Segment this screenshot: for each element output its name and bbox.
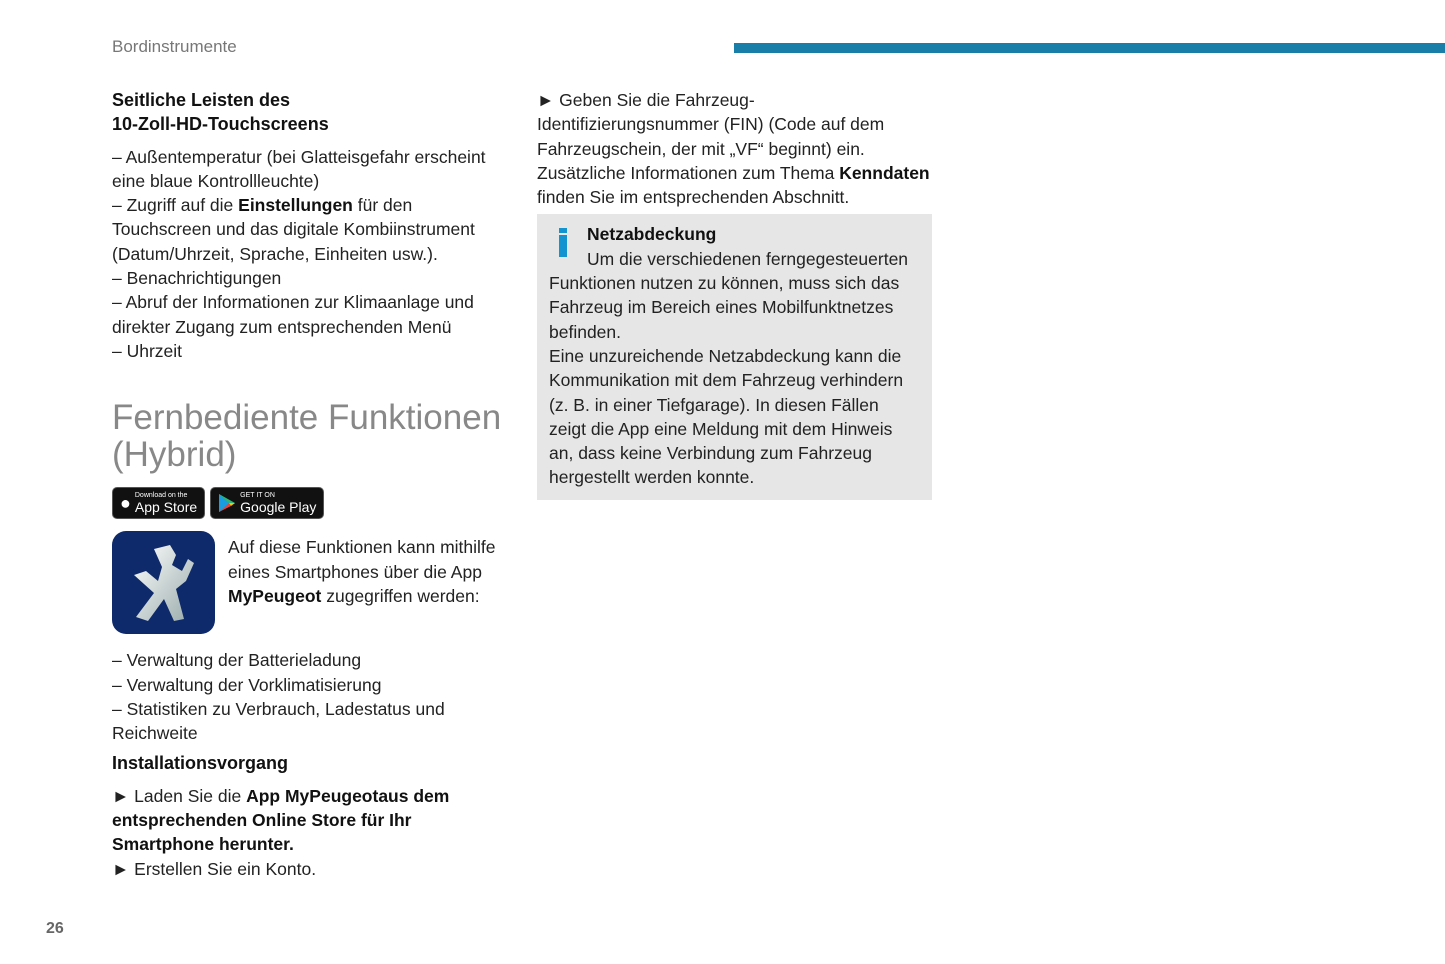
text: finden Sie im entsprechenden Abschnitt. [537, 187, 850, 208]
badge-large-text: Google Play [240, 499, 317, 516]
info-box [537, 214, 932, 499]
title-line: (Hybrid) [112, 435, 237, 475]
text-bold: App MyPeugeotaus dem entsprechenden Online Store für Ihr Smartphone herunter. [112, 785, 450, 855]
install-step [112, 784, 462, 857]
title-line: Fernbediente Funktionen [112, 398, 502, 438]
text: Auf diese Funktionen kann mithilfe eines Smartphones über die App [228, 537, 496, 582]
heading-line: 10-Zoll-HD-Touchscreens [112, 114, 329, 135]
item-text: – Zugriff auf die [112, 195, 239, 216]
text: zugegriffen werden: [321, 585, 480, 606]
side-bar-list [112, 145, 502, 364]
list-item [112, 193, 502, 266]
info-title: Netzabdeckung [587, 224, 717, 245]
info-icon [559, 228, 567, 258]
info-text: Um die verschiedenen ferngegesteuerten [587, 248, 909, 269]
features-list [112, 648, 502, 745]
text: ► Laden Sie die [112, 785, 247, 806]
app-name: MyPeugeot [228, 585, 322, 606]
app-store-badge[interactable] [112, 487, 205, 519]
item-text: – Uhrzeit [112, 340, 183, 361]
section-title [112, 399, 502, 473]
item-text: – Abruf der Informationen zur Klimaanlage und direkter Zugang zum entsprechenden Menü [112, 292, 474, 337]
badge-small-text: Download on the [134, 492, 188, 500]
item-text: – Benachrichtigungen [112, 268, 282, 289]
store-badges [112, 487, 502, 519]
list-item: – Statistiken zu Verbrauch, Ladestatus und Reichweite [112, 698, 445, 744]
badge-large-text: App Store [134, 499, 198, 516]
left-column [112, 88, 502, 881]
install-step: ► Erstellen Sie ein Konto. [112, 858, 317, 879]
info-text: Eine unzureichende Netzabdeckung kann die Kommunikation mit dem Fahrzeug verhindern (z. B. in einer Tiefgarage). In diesen Fällen zeigt die App eine Meldung mit dem Hinweis an, dass keine Verbindung zum Fahrzeug hergestellt werden konnte. [549, 345, 904, 488]
heading-side-bars [112, 88, 502, 137]
item-bold: Einstellungen [238, 195, 353, 216]
google-play-badge[interactable] [210, 487, 324, 519]
note [537, 161, 932, 210]
list-item [112, 290, 502, 339]
item-text: – Außentemperatur (bei Glatteisgefahr erscheint eine blaue Kontrollleuchte) [112, 146, 486, 191]
list-item [112, 145, 502, 194]
install-step: ► Geben Sie die Fahrzeug-Identifizierungsnummer (FIN) (Code auf dem Fahrzeugschein, der mit „VF“ beginnt) ein. [537, 90, 885, 159]
text-bold: Kenndaten [839, 162, 930, 183]
badge-small-text: GET IT ON [240, 492, 275, 500]
peugeot-lion-icon [124, 541, 204, 625]
app-intro [112, 531, 502, 634]
item-text: für den Touchscreen und das digitale Kombiinstrument (Datum/Uhrzeit, Sprache, Einheiten usw.). [112, 195, 475, 264]
app-intro-text [228, 531, 502, 634]
header-accent-bar [734, 43, 1445, 53]
mypeugeot-app-icon [112, 531, 215, 634]
apple-icon: ● [120, 493, 131, 514]
list-item [112, 266, 502, 290]
text: Zusätzliche Informationen zum Thema [537, 162, 840, 183]
info-text: Funktionen nutzen zu können, muss sich das Fahrzeug im Bereich eines Mobilfunktnetzes befinden. [549, 273, 900, 342]
list-item [112, 339, 502, 363]
list-item: – Verwaltung der Vorklimatisierung [112, 674, 382, 695]
heading-line: Seitliche Leisten des [112, 90, 291, 110]
section-header: Bordinstrumente [112, 37, 237, 56]
right-column [537, 88, 932, 500]
list-item: – Verwaltung der Batterieladung [112, 650, 362, 671]
google-play-icon [218, 493, 236, 513]
page-number: 26 [46, 920, 64, 937]
heading-installation: Installationsvorgang [112, 753, 289, 774]
